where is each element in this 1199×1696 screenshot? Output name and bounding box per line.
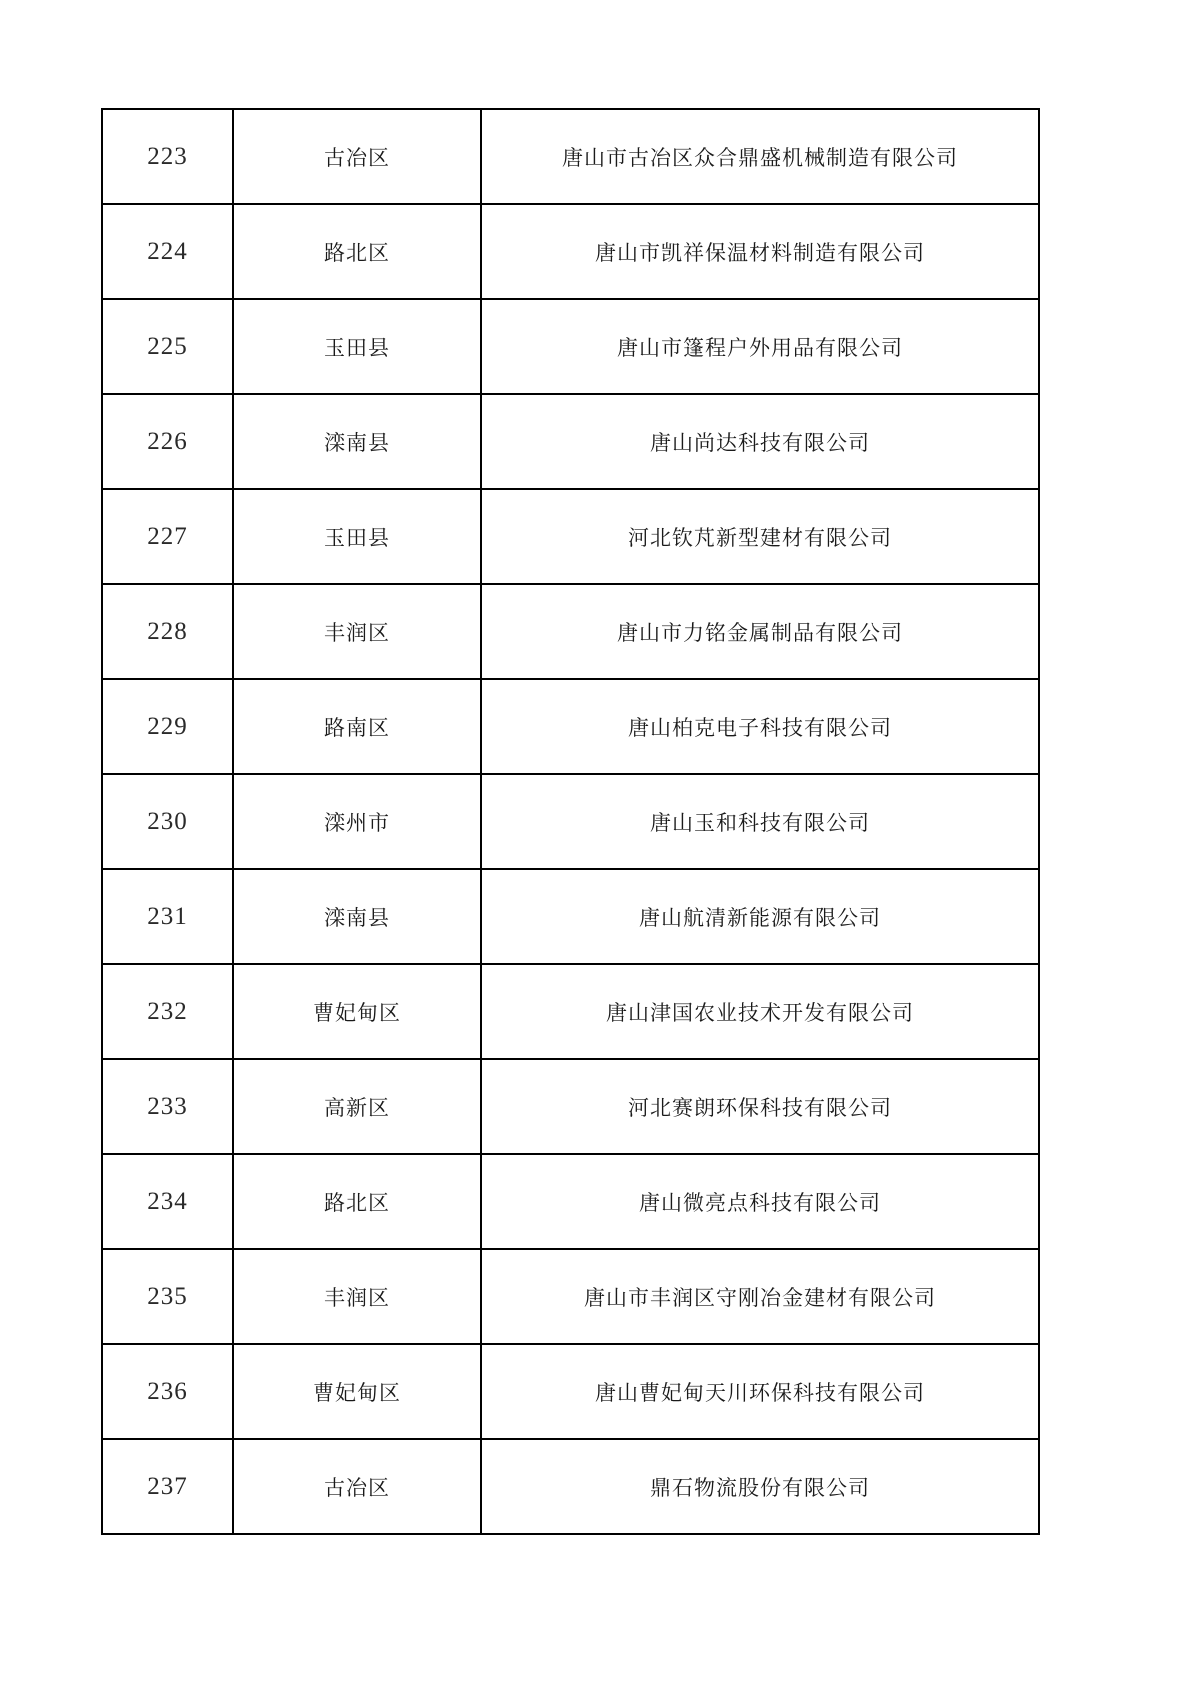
table-row [102, 299, 1039, 394]
company-name-cell: 唐山津国农业技术开发有限公司 [481, 964, 1039, 1059]
table-row [102, 394, 1039, 489]
district-cell: 路北区 [233, 204, 481, 299]
district-cell: 丰润区 [233, 1249, 481, 1344]
district-cell: 滦州市 [233, 774, 481, 869]
company-name-cell: 唐山玉和科技有限公司 [481, 774, 1039, 869]
company-name-cell: 唐山尚达科技有限公司 [481, 394, 1039, 489]
table-row [102, 109, 1039, 204]
district-cell: 高新区 [233, 1059, 481, 1154]
district-cell: 丰润区 [233, 584, 481, 679]
district-cell: 曹妃甸区 [233, 1344, 481, 1439]
row-number-cell: 233 [102, 1059, 233, 1154]
row-number-cell: 226 [102, 394, 233, 489]
table-row [102, 964, 1039, 1059]
district-cell: 路南区 [233, 679, 481, 774]
company-name-cell: 唐山航清新能源有限公司 [481, 869, 1039, 964]
row-number-cell: 227 [102, 489, 233, 584]
company-name-cell: 唐山市篷程户外用品有限公司 [481, 299, 1039, 394]
company-list-table-body [102, 109, 1039, 1534]
district-cell: 玉田县 [233, 299, 481, 394]
row-number-cell: 231 [102, 869, 233, 964]
table-row [102, 774, 1039, 869]
row-number-cell: 225 [102, 299, 233, 394]
row-number-cell: 223 [102, 109, 233, 204]
district-cell: 曹妃甸区 [233, 964, 481, 1059]
table-row [102, 204, 1039, 299]
company-name-cell: 鼎石物流股份有限公司 [481, 1439, 1039, 1534]
company-name-cell: 唐山市力铭金属制品有限公司 [481, 584, 1039, 679]
row-number-cell: 228 [102, 584, 233, 679]
table-row [102, 489, 1039, 584]
table-row [102, 1439, 1039, 1534]
table-row [102, 1249, 1039, 1344]
district-cell: 滦南县 [233, 869, 481, 964]
table-row [102, 1154, 1039, 1249]
row-number-cell: 230 [102, 774, 233, 869]
table-row [102, 869, 1039, 964]
row-number-cell: 234 [102, 1154, 233, 1249]
district-cell: 路北区 [233, 1154, 481, 1249]
company-name-cell: 唐山曹妃甸天川环保科技有限公司 [481, 1344, 1039, 1439]
company-name-cell: 唐山市丰润区守刚冶金建材有限公司 [481, 1249, 1039, 1344]
company-list-table [101, 108, 1040, 1535]
district-cell: 玉田县 [233, 489, 481, 584]
row-number-cell: 235 [102, 1249, 233, 1344]
company-name-cell: 唐山微亮点科技有限公司 [481, 1154, 1039, 1249]
company-name-cell: 河北钦芃新型建材有限公司 [481, 489, 1039, 584]
company-name-cell: 河北赛朗环保科技有限公司 [481, 1059, 1039, 1154]
row-number-cell: 224 [102, 204, 233, 299]
table-row [102, 584, 1039, 679]
table-row [102, 1344, 1039, 1439]
table-row [102, 1059, 1039, 1154]
district-cell: 古冶区 [233, 109, 481, 204]
company-name-cell: 唐山市凯祥保温材料制造有限公司 [481, 204, 1039, 299]
table-row [102, 679, 1039, 774]
row-number-cell: 232 [102, 964, 233, 1059]
row-number-cell: 237 [102, 1439, 233, 1534]
row-number-cell: 236 [102, 1344, 233, 1439]
company-name-cell: 唐山市古冶区众合鼎盛机械制造有限公司 [481, 109, 1039, 204]
row-number-cell: 229 [102, 679, 233, 774]
district-cell: 滦南县 [233, 394, 481, 489]
company-name-cell: 唐山柏克电子科技有限公司 [481, 679, 1039, 774]
district-cell: 古冶区 [233, 1439, 481, 1534]
